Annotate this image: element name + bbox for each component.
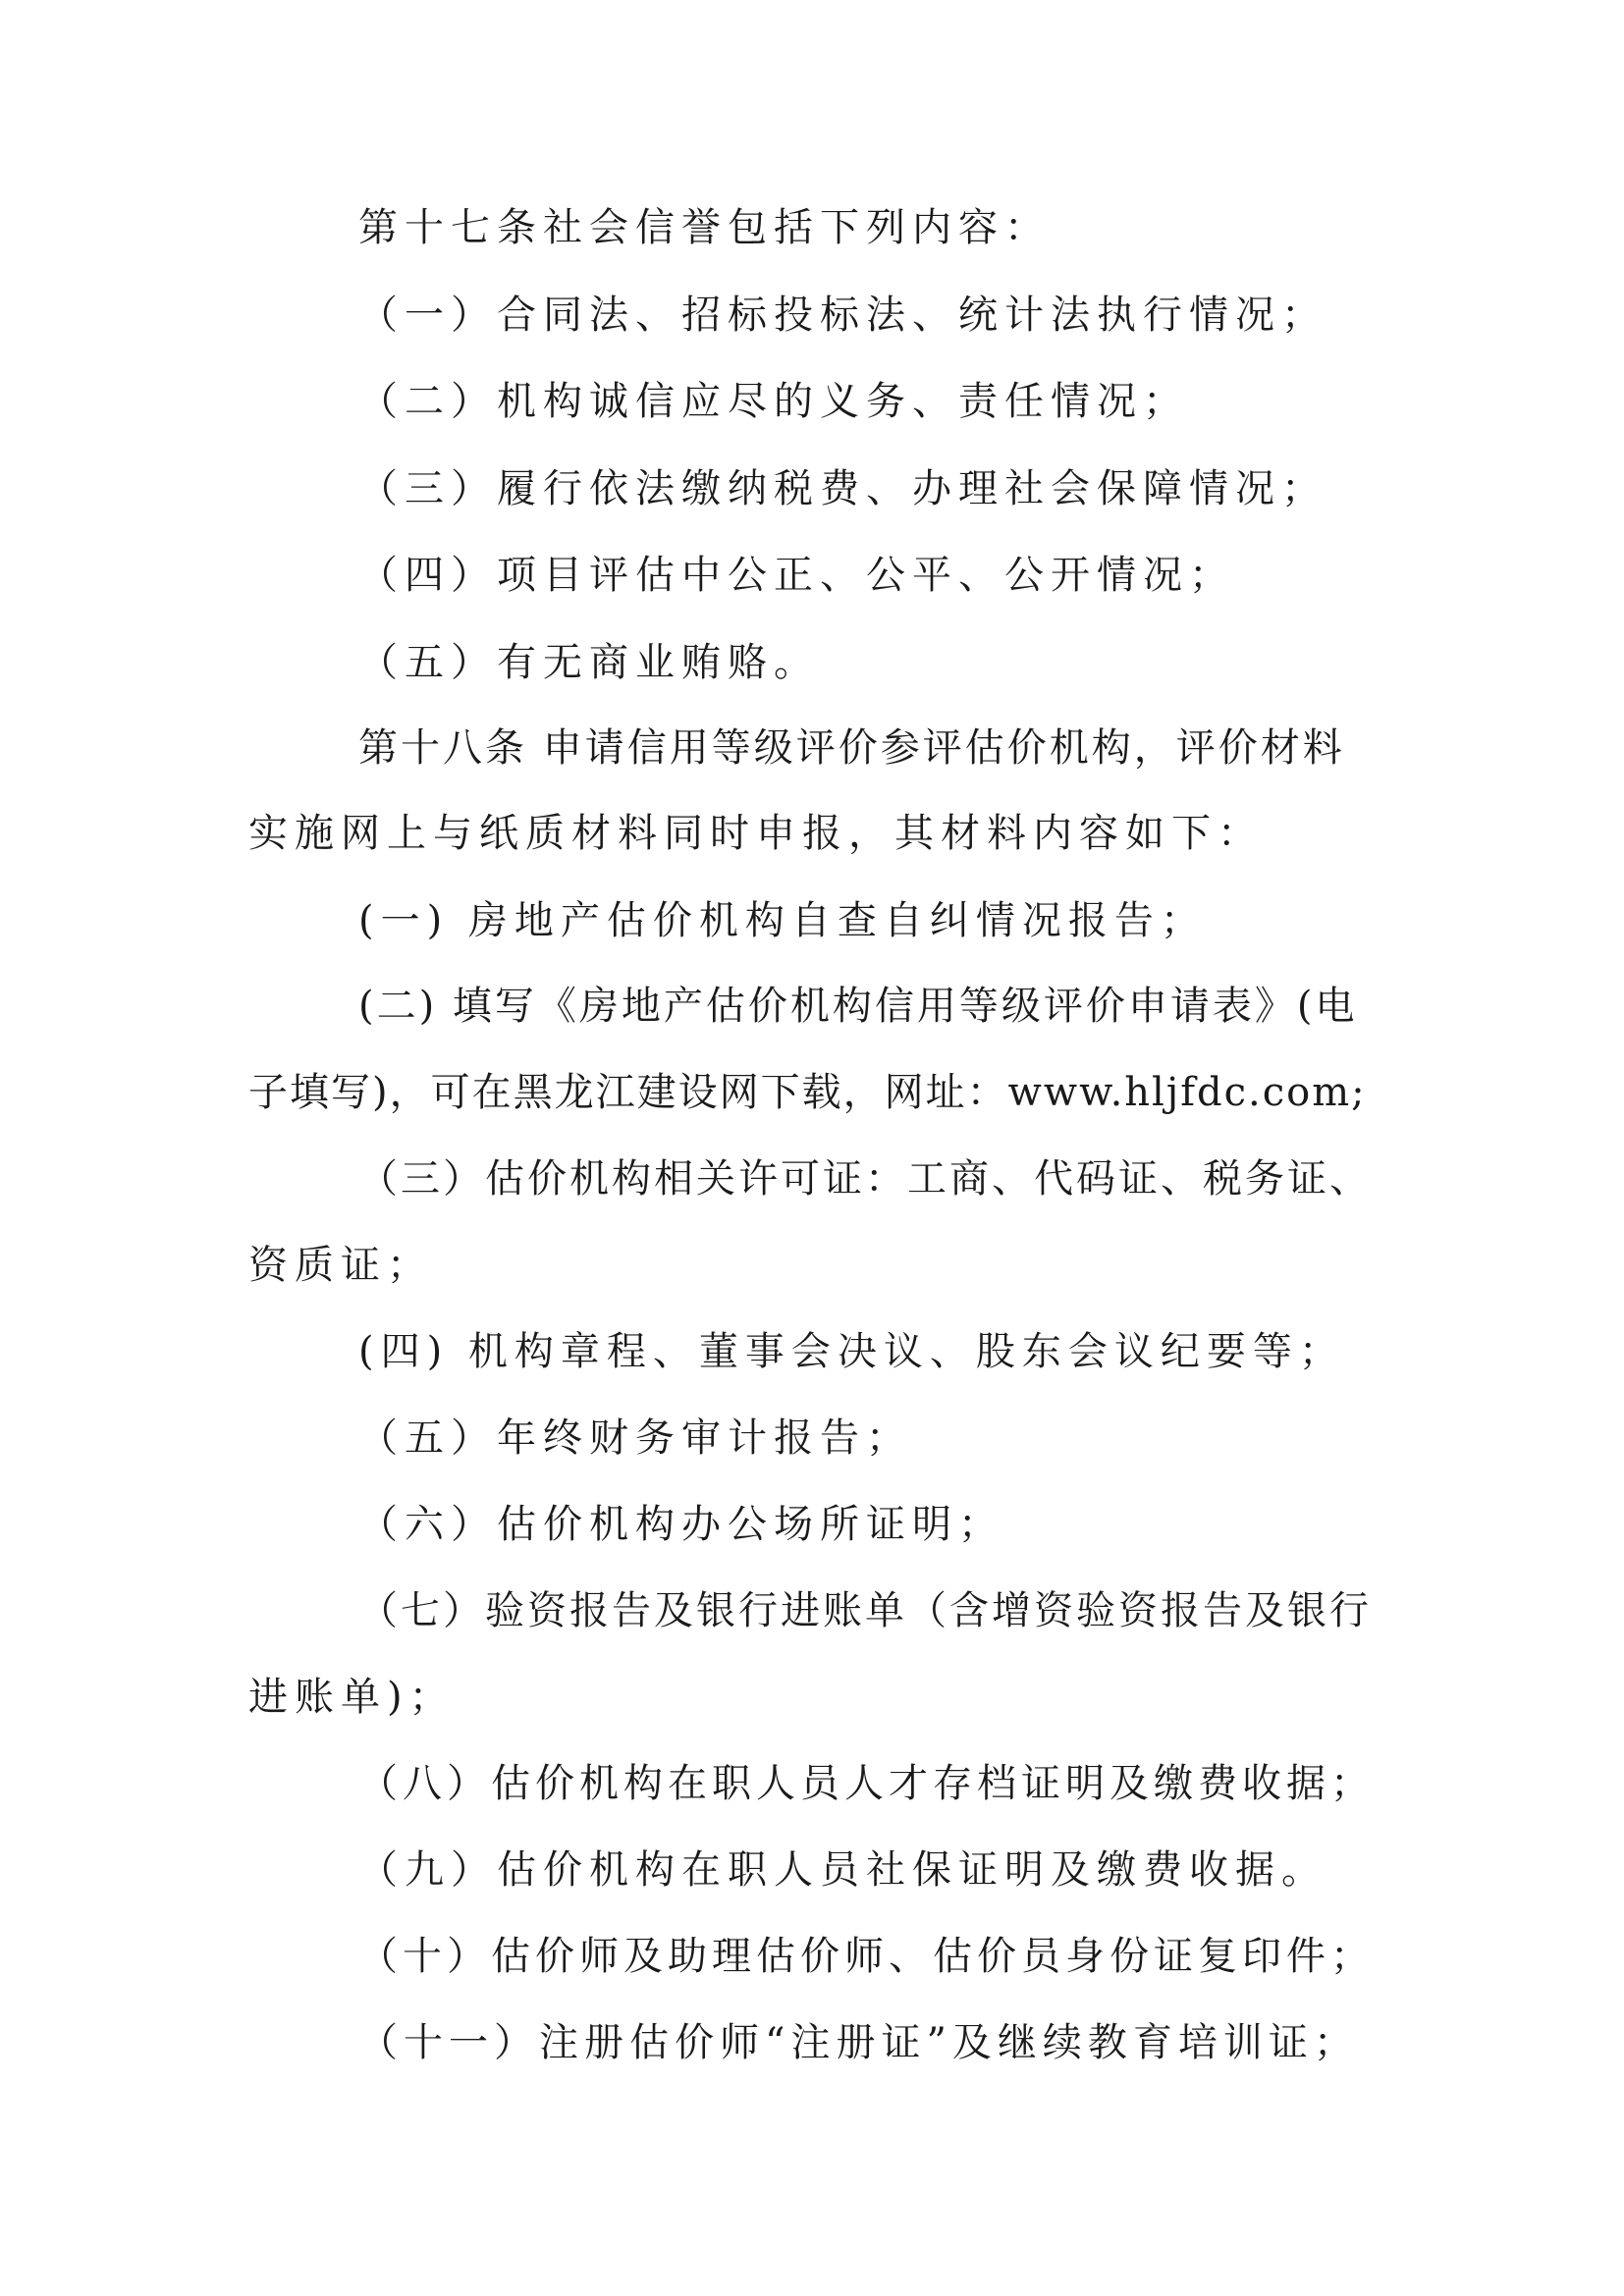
article-18-heading-cont: 实施网上与纸质材料同时申报，其材料内容如下： [248,811,1264,856]
article-18-heading: 第十八条 申请信用等级评价参评估价机构，评价材料 [358,725,1345,771]
article-17-item-2: （二）机构诚信应尽的义务、责任情况； [358,379,1189,424]
article-18-item-7: （七）验资报告及银行进账单（含增资验资报告及银行 [358,1588,1372,1633]
article-18-item-1: (一) 房地产估价机构自查自纠情况报告； [358,898,1207,943]
article-18-item-4: (四) 机构章程、董事会决议、股东会议纪要等； [358,1329,1345,1374]
article-17-item-3: （三）履行依法缴纳税费、办理社会保障情况； [358,466,1327,511]
article-18-item-7-cont: 进账单)； [248,1675,456,1720]
article-18-item-9: （九）估价机构在职人员社保证明及缴费收据。 [358,1847,1327,1893]
article-17-heading: 第十七条社会信誉包括下列内容： [358,205,1051,250]
article-18-item-2-cont: 子填写)，可在黑龙江建设网下载，网址：www.hljfdc.com; [248,1070,1367,1115]
article-17-item-5: （五）有无商业贿赂。 [358,640,820,685]
article-17-item-1: （一）合同法、招标投标法、统计法执行情况； [358,293,1327,338]
article-18-item-3: （三）估价机构相关许可证：工商、代码证、税务证、 [358,1156,1372,1201]
article-18-item-8: （八）估价机构在职人员人才存档证明及缴费收据； [358,1761,1375,1806]
article-18-item-6: （六）估价机构办公场所证明； [358,1502,1004,1547]
article-18-item-2: (二) 填写《房地产估价机构信用等级评价申请表》(电 [358,984,1358,1029]
article-18-item-3-cont: 资质证； [248,1243,433,1288]
article-17-item-4: （四）项目评估中公正、公平、公开情况； [358,553,1235,598]
article-18-item-10: （十）估价师及助理估价师、估价员身份证复印件； [358,1934,1375,1979]
article-18-item-11: （十一）注册估价师“注册证”及继续教育培训证； [358,2020,1359,2065]
article-18-item-5: （五）年终财务审计报告； [358,1415,912,1461]
